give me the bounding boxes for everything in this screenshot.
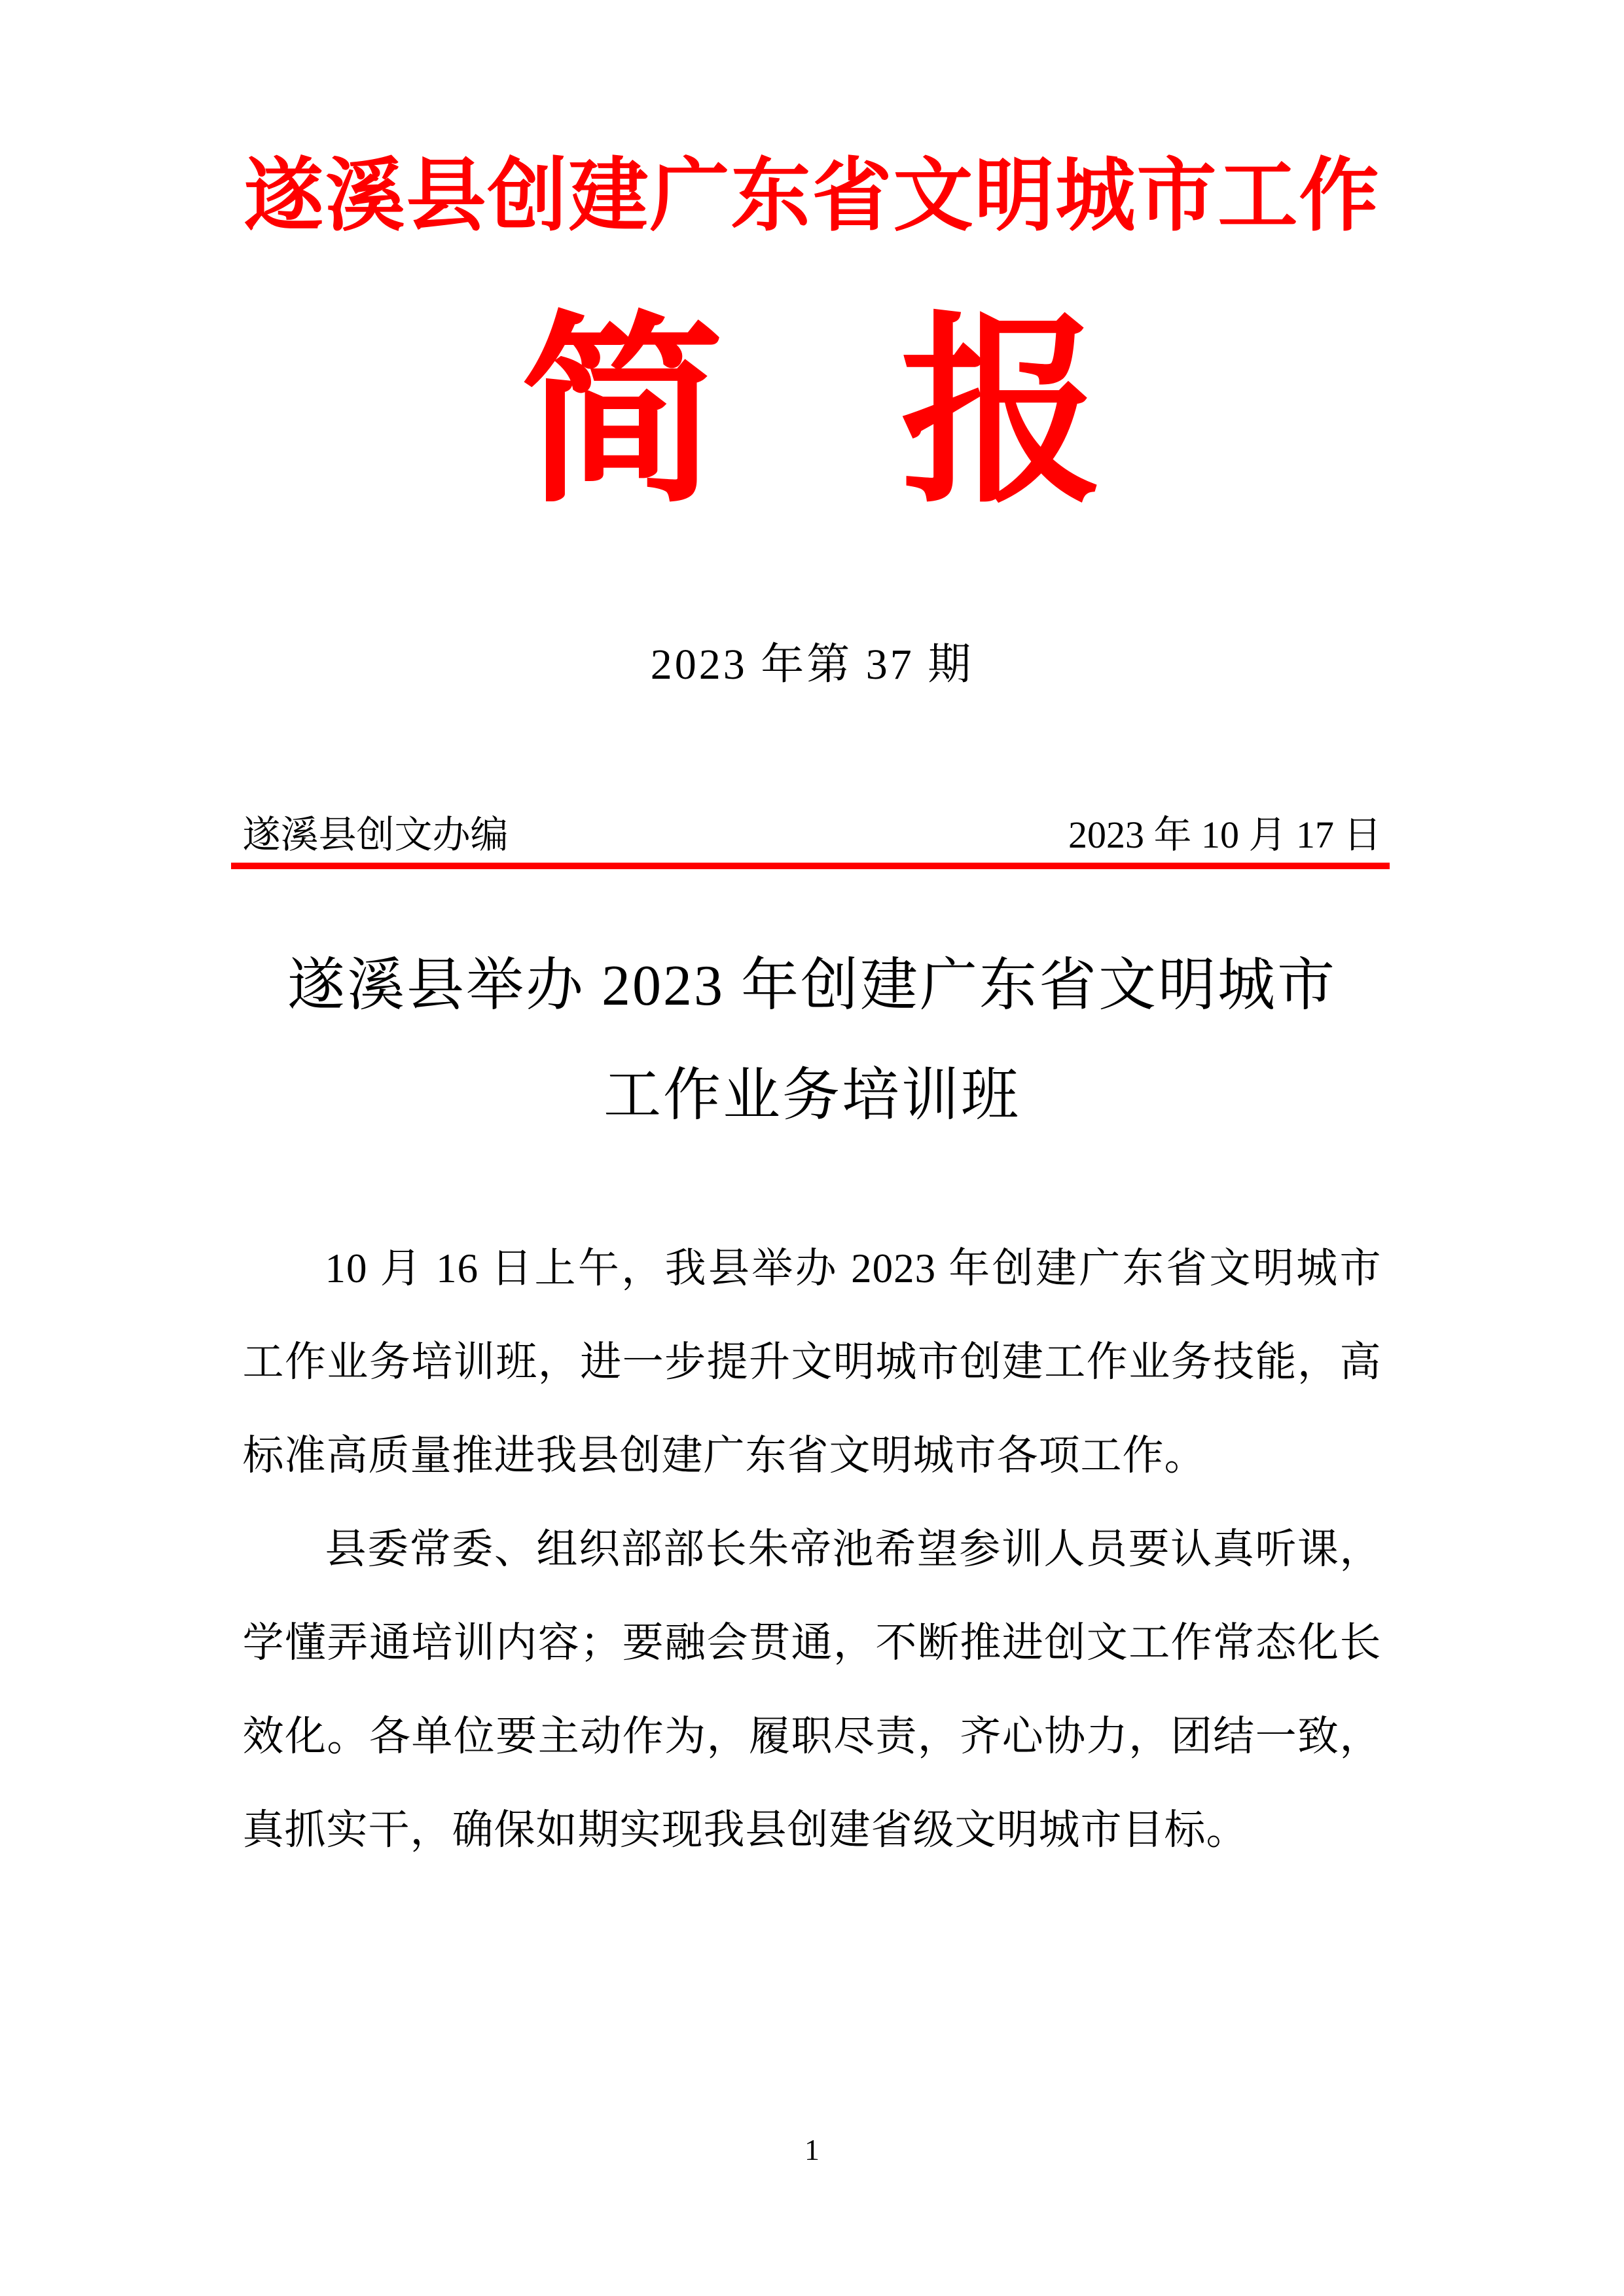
page-number: 1: [804, 2133, 820, 2166]
meta-row: [243, 812, 1382, 858]
red-divider-rule: [231, 863, 1390, 869]
masthead-brand: [243, 303, 1382, 526]
publish-date: 2023 年 10 月 17 日: [1068, 813, 1382, 856]
issue-number-line: 2023 年第 37 期: [650, 640, 974, 689]
masthead-title: 遂溪县创建广东省文明城市工作: [244, 152, 1380, 241]
article-body: [243, 931, 1382, 1877]
article-title-line-1: 遂溪县举办 2023 年创建广东省文明城市: [287, 954, 1337, 1018]
masthead-brand-char-jian: 简: [520, 302, 724, 527]
masthead-brand-char-bao: 报: [900, 302, 1104, 527]
article-paragraph-1: 10 月 16 日上午，我县举办 2023 年创建广东省文明城市工作业务培训班，进一步提升文明城市创建工作业务技能，高标准高质量推进我县创建广东省文明城市各项工作。: [242, 1246, 1382, 1479]
article-title: [243, 931, 1382, 1151]
bulletin-masthead: [243, 147, 1382, 869]
article-paragraph-2: 县委常委、组织部部长朱帝池希望参训人员要认真听课，学懂弄通培训内容；要融会贯通，不断推进创文工作常态化长效化。各单位要主动作为，履职尽责，齐心协力，团结一致，真抓实干，确保如期实现我县创建省级文明城市目标。: [242, 1526, 1382, 1854]
editor-name: 遂溪县创文办编: [242, 813, 509, 856]
page-content: [243, 147, 1382, 1877]
article-title-line-2: 工作业务培训班: [603, 1064, 1020, 1128]
